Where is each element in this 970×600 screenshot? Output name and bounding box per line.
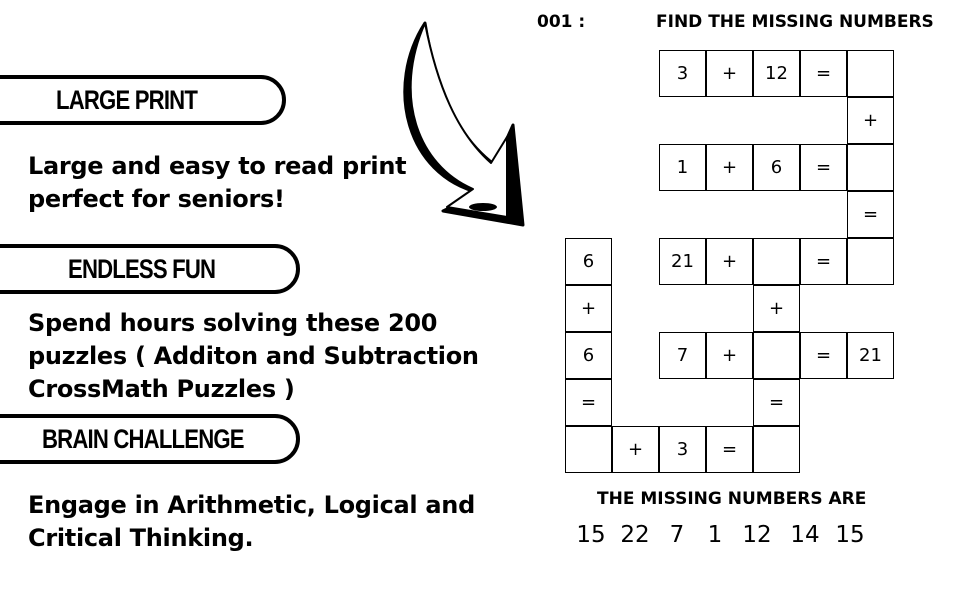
feature-heading-large-print: [0, 75, 286, 125]
grid-cell: 6: [565, 238, 612, 285]
answer-value: 12: [742, 522, 772, 548]
answer-value: 14: [790, 522, 820, 548]
grid-cell: 7: [659, 332, 706, 379]
answer-value: 7: [669, 522, 685, 548]
grid-cell: +: [612, 426, 659, 473]
feature-line: puzzles ( Additon and Subtraction: [28, 342, 479, 370]
grid-cell-blank: [847, 50, 894, 97]
grid-cell: +: [847, 97, 894, 144]
feature-heading-text: ENDLESS FUN: [68, 253, 216, 284]
curved-arrow-icon: [395, 15, 545, 235]
puzzle-number: 001 :: [537, 12, 586, 32]
grid-cell: =: [565, 379, 612, 426]
grid-cell: =: [847, 191, 894, 238]
grid-cell: 21: [659, 238, 706, 285]
feature-line: CrossMath Puzzles ): [28, 375, 295, 403]
puzzle-title: FIND THE MISSING NUMBERS: [656, 12, 934, 32]
grid-cell: +: [565, 285, 612, 332]
grid-cell: +: [753, 285, 800, 332]
feature-heading-endless-fun: [0, 244, 300, 294]
answer-value: 1: [707, 522, 723, 548]
grid-cell-blank: [565, 426, 612, 473]
grid-cell-blank: [847, 238, 894, 285]
answer-value: 22: [620, 522, 650, 548]
grid-cell: 12: [753, 50, 800, 97]
feature-line: Engage in Arithmetic, Logical and: [28, 491, 475, 519]
grid-cell: +: [706, 144, 753, 191]
grid-cell-blank: [753, 332, 800, 379]
grid-cell: +: [706, 332, 753, 379]
feature-line: Critical Thinking.: [28, 524, 254, 552]
grid-cell-blank: [847, 144, 894, 191]
feature-description-brain-challenge: [28, 489, 475, 555]
answer-value: 15: [835, 522, 865, 548]
feature-line: Spend hours solving these 200: [28, 309, 438, 337]
grid-cell: =: [800, 50, 847, 97]
grid-cell-blank: [753, 238, 800, 285]
answers-label: THE MISSING NUMBERS ARE: [597, 489, 867, 509]
grid-cell: =: [800, 238, 847, 285]
feature-heading-text: LARGE PRINT: [56, 84, 198, 115]
feature-description-endless-fun: [28, 307, 479, 406]
feature-heading-text: BRAIN CHALLENGE: [42, 423, 244, 454]
grid-cell: =: [753, 379, 800, 426]
grid-cell: 6: [753, 144, 800, 191]
grid-cell: +: [706, 50, 753, 97]
grid-cell: =: [800, 144, 847, 191]
grid-cell: 6: [565, 332, 612, 379]
feature-line: Large and easy to read print: [28, 152, 407, 180]
grid-cell: =: [800, 332, 847, 379]
grid-cell-blank: [753, 426, 800, 473]
feature-line: perfect for seniors!: [28, 185, 285, 213]
grid-cell: 21: [847, 332, 894, 379]
grid-cell: +: [706, 238, 753, 285]
grid-cell: =: [706, 426, 753, 473]
answers-list: [570, 522, 870, 548]
grid-cell: 3: [659, 426, 706, 473]
answer-value: 15: [576, 522, 606, 548]
grid-cell: 3: [659, 50, 706, 97]
feature-description-large-print: [28, 150, 406, 216]
feature-heading-brain-challenge: [0, 414, 300, 464]
grid-cell: 1: [659, 144, 706, 191]
